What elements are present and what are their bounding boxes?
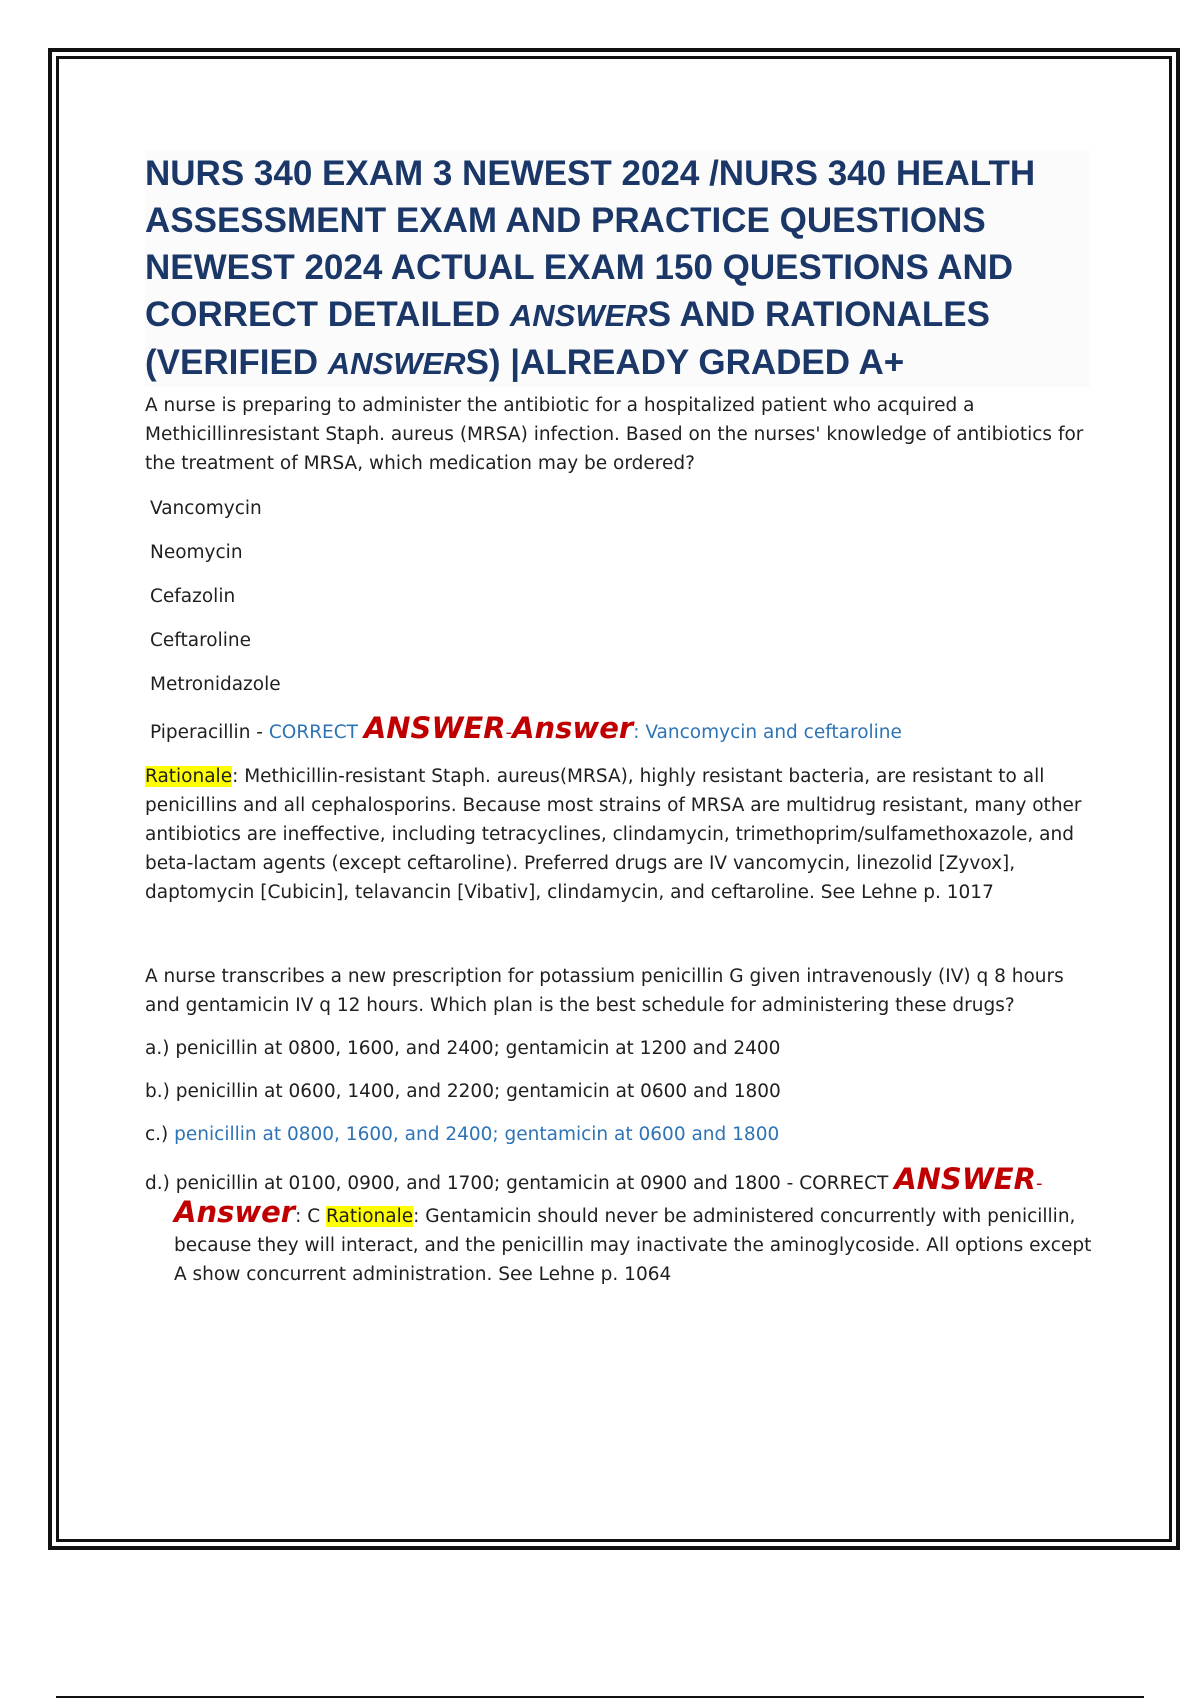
question-2-option-a: a.) penicillin at 0800, 1600, and 2400; gentamicin at 1200 and 2400: [145, 1038, 781, 1059]
question-2-option-c: [145, 1120, 1095, 1149]
title-line-5-pre: (VERIFIED: [145, 343, 328, 382]
question-1-last-option: Piperacillin -: [150, 722, 269, 743]
title-line-4-post: S AND RATIONALES: [647, 295, 990, 334]
answer-word-2: Answer: [512, 711, 634, 745]
answer-word: ANSWER: [894, 1162, 1036, 1196]
answer-value: : C: [295, 1206, 327, 1227]
title-line-2: ASSESSMENT EXAM AND PRACTICE QUESTIONS: [145, 201, 986, 240]
question-1-option: Cefazolin: [150, 586, 236, 607]
rationale-label: Rationale: [326, 1206, 414, 1227]
question-1-option: Vancomycin: [150, 498, 262, 519]
title-line-4-pre: CORRECT DETAILED: [145, 295, 510, 334]
question-1-rationale: [145, 762, 1095, 907]
question-1-options: [145, 494, 1095, 747]
document-content: [145, 150, 1095, 1303]
answer-value: Vancomycin and ceftaroline: [645, 722, 902, 743]
question-2-option-b: b.) penicillin at 0600, 1400, and 2200; gentamicin at 0600 and 1800: [145, 1081, 781, 1102]
question-1-option: Metronidazole: [150, 674, 281, 695]
document-title: [145, 150, 1090, 387]
answer-dash: -: [1035, 1173, 1043, 1194]
title-line-1: NURS 340 EXAM 3 NEWEST 2024 /NURS 340 HEALTH: [145, 154, 1036, 193]
question-1-answer-line: [150, 711, 1095, 747]
rationale-text: : Gentamicin should never be administered concurrently with penicillin, because they will interact, and the penicillin may inactivate the aminoglycoside. All options except A show concurrent administration. See Lehne p. 1064: [174, 1206, 1092, 1285]
title-line-5-post: S) |ALREADY GRADED A+: [465, 343, 905, 382]
answer-colon: :: [633, 722, 646, 743]
question-2-option-d: [145, 1162, 1095, 1289]
footer-rule: [56, 1696, 1144, 1698]
answer-dash: -: [505, 722, 513, 743]
title-line-3: NEWEST 2024 ACTUAL EXAM 150 QUESTIONS AND: [145, 248, 1014, 287]
rationale-label: Rationale: [145, 766, 233, 787]
option-c-prefix: c.): [145, 1124, 175, 1145]
answer-word: ANSWER: [363, 711, 506, 745]
option-c-text: penicillin at 0800, 1600, and 2400; gentamicin at 0600 and 1800: [174, 1124, 780, 1145]
answer-word-2: Answer: [174, 1195, 296, 1229]
option-d-text: d.) penicillin at 0100, 0900, and 1700; gentamicin at 0900 and 1800 - CORRECT: [145, 1173, 895, 1194]
question-2-stem: A nurse transcribes a new prescription for potassium penicillin G given intravenously (IV) q 8 hours and gentamicin IV q 12 hours. Which plan is the best schedule for administering these drugs?: [145, 966, 1064, 1016]
rationale-text: : Methicillin-resistant Staph. aureus(MRSA), highly resistant bacteria, are resistant to all penicillins and all cephalosporins. Because most strains of MRSA are multidrug resistant, many other antibiotics are ineffective, including tetracyclines, clindamycin, trimethoprim/sulfamethoxazole, and beta-lactam agents (except ceftaroline). Preferred drugs are IV vancomycin, linezolid [Zyvox], daptomycin [Cubicin], telavancin [Vibativ], clindamycin, and ceftaroline. See Lehne p. 1017: [145, 766, 1082, 903]
question-1-option: Ceftaroline: [150, 630, 251, 651]
title-line-4-em: ANSWER: [509, 298, 648, 333]
correct-label: CORRECT: [268, 722, 364, 743]
section-spacer: [145, 907, 1095, 962]
question-1-option: Neomycin: [150, 542, 243, 563]
question-1-stem: A nurse is preparing to administer the antibiotic for a hospitalized patient who acquired a Methicillinresistant Staph. aureus (MRSA) infection. Based on the nurses' knowledge of antibiotics for the treatment of MRSA, which medication may be ordered?: [145, 395, 1084, 474]
title-line-5-em: ANSWER: [327, 346, 466, 381]
